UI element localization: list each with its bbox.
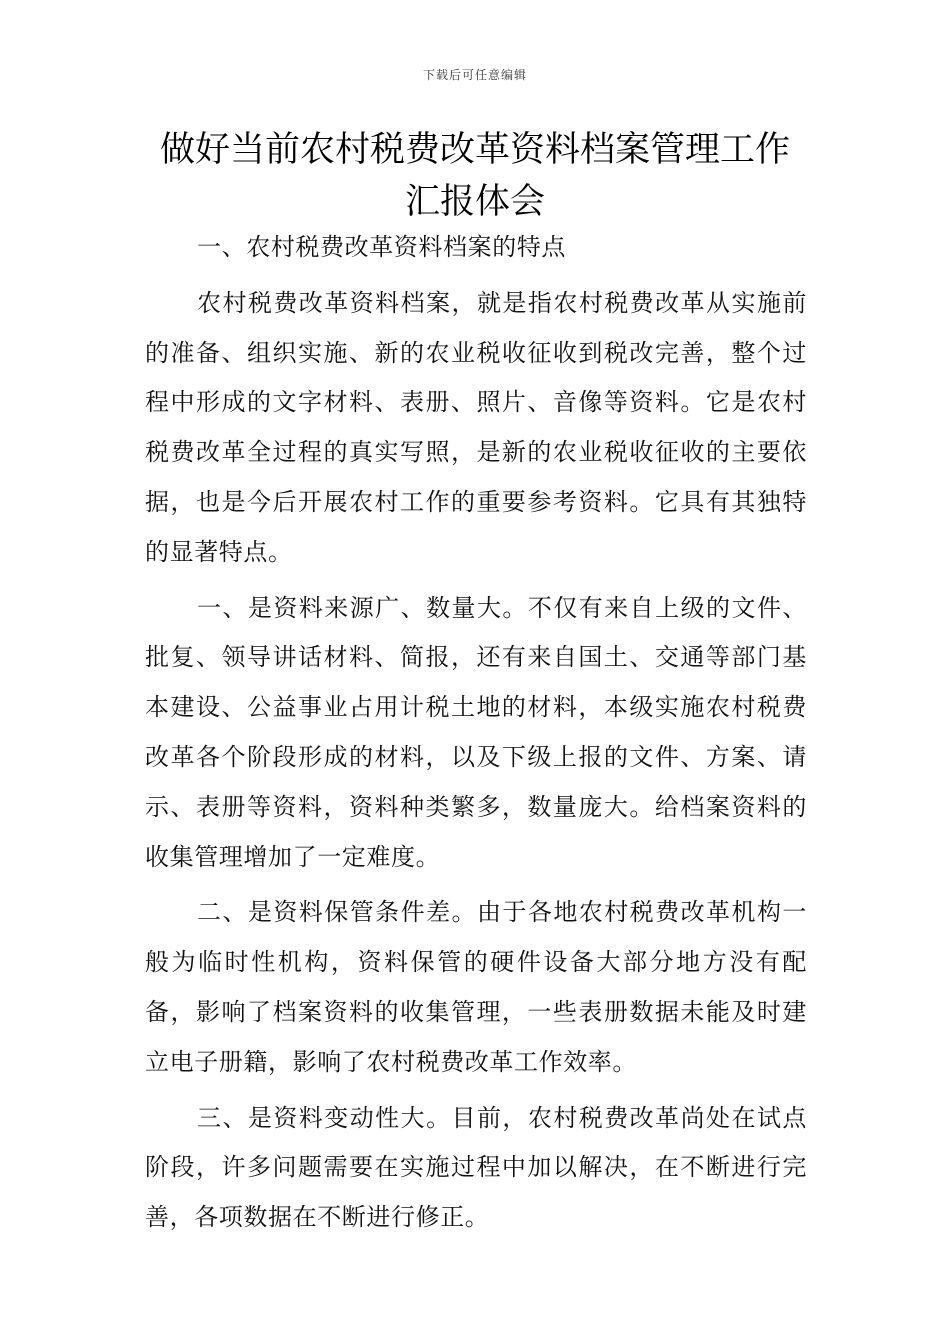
paragraph-point-2: 二、是资料保管条件差。由于各地农村税费改革机构一般为临时性机构，资料保管的硬件设备大部分地方没有配备，影响了档案资料的收集管理，一些表册数据未能及时建立电子册籍，影响了农村税费改革工作效率。 [145,898,807,1076]
header-note: 下载后可任意编辑 [422,68,527,82]
title-line-1: 做好当前农村税费改革资料档案管理工作 [159,130,790,170]
paragraph-point-1: 一、是资料来源广、数量大。不仅有来自上级的文件、批复、领导讲话材料、简报，还有来自国土、交通等部门基本建设、公益事业占用计税土地的材料，本级实施农村税费改革各个阶段形成的材料，以及下级上报的文件、方案、请示、表册等资料，资料种类繁多，数量庞大。给档案资料的收集管理增加了一定难度。 [145,593,807,871]
title-line-2: 汇报体会 [404,182,545,222]
document-title [100,124,850,228]
section-heading: 一、农村税费改革资料档案的特点 [197,233,566,261]
document-body [145,223,807,1249]
paragraph-intro: 农村税费改革资料档案，就是指农村税费改革从实施前的准备、组织实施、新的农业税收征收到税改完善，整个过程中形成的文字材料、表册、照片、音像等资料。它是农村税费改革全过程的真实写照，是新的农业税收征收的主要依据，也是今后开展农村工作的重要参考资料。它具有其独特的显著特点。 [145,288,807,566]
paragraph-point-3: 三、是资料变动性大。目前，农村税费改革尚处在试点阶段，许多问题需要在实施过程中加以解决，在不断进行完善，各项数据在不断进行修正。 [145,1103,807,1232]
